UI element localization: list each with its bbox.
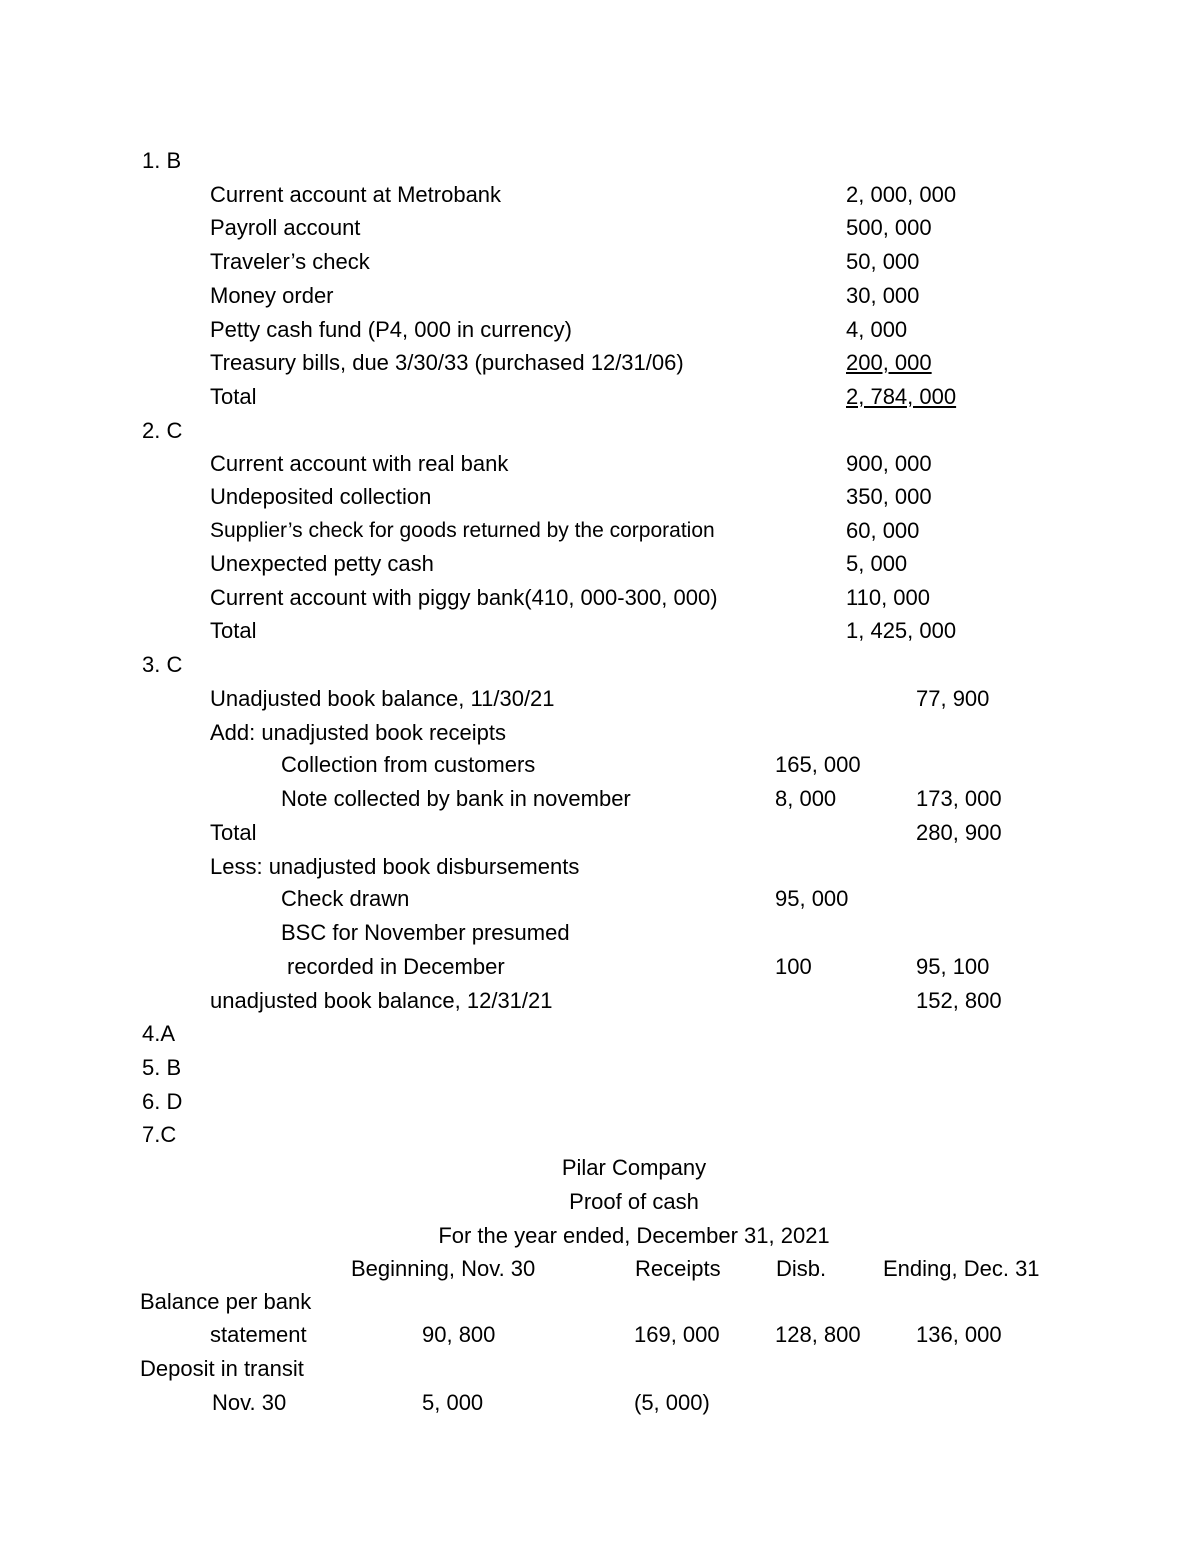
row-amount: 500, 000 — [846, 215, 932, 240]
total-label: Total — [210, 384, 257, 409]
q1-header — [0, 144, 1200, 178]
row-desc: Treasury bills, due 3/30/33 (purchased 12/31/06) — [210, 350, 684, 375]
row-amount: 77, 900 — [916, 686, 990, 711]
col-header-disb: Disb. — [776, 1256, 827, 1281]
cell-receipts: (5, 000) — [634, 1390, 710, 1415]
row-amount: 110, 000 — [846, 585, 931, 610]
row-desc: Unadjusted book balance, 11/30/21 — [210, 686, 555, 711]
cell-beginning: 90, 800 — [422, 1322, 496, 1347]
q3-row — [0, 682, 1200, 716]
answer-line — [0, 1085, 1200, 1119]
row-amount: 200, 000 — [846, 350, 932, 375]
proof-company-line — [0, 1151, 1200, 1185]
answer-line — [0, 1051, 1200, 1085]
q3-row — [0, 882, 1200, 916]
q2-row — [0, 480, 1200, 514]
row-subamount: 165, 000 — [775, 752, 861, 777]
row-amount: 4, 000 — [846, 317, 908, 342]
row-amount: 350, 000 — [846, 484, 932, 509]
proof-company: Pilar Company — [561, 1155, 707, 1180]
q1-row — [0, 279, 1200, 313]
row-desc: recorded in December — [287, 954, 505, 979]
row-amount: 2, 000, 000 — [846, 182, 957, 207]
cell-disb: 128, 800 — [775, 1322, 861, 1347]
total-amount: 2, 784, 000 — [846, 384, 957, 409]
row-desc: Petty cash fund (P4, 000 in currency) — [210, 317, 572, 342]
row-amount: 30, 000 — [846, 283, 920, 308]
q3-row — [0, 816, 1200, 850]
row-desc: Money order — [210, 283, 334, 308]
q1-label: 1. B — [142, 148, 182, 173]
q1-row — [0, 211, 1200, 245]
row-desc: Add: unadjusted book receipts — [210, 720, 506, 745]
total-amount: 1, 425, 000 — [846, 618, 957, 643]
row-desc: BSC for November presumed — [281, 920, 570, 945]
row-desc: statement — [210, 1322, 307, 1347]
q2-row — [0, 447, 1200, 481]
q3-row — [0, 782, 1200, 816]
row-desc: Collection from customers — [281, 752, 536, 777]
row-desc: Unexpected petty cash — [210, 551, 434, 576]
q1-row — [0, 313, 1200, 347]
proof-period-line — [0, 1219, 1200, 1253]
row-desc: Deposit in transit — [140, 1356, 304, 1381]
total-label: Total — [210, 820, 257, 845]
q1-row — [0, 178, 1200, 212]
row-amount: 900, 000 — [846, 451, 932, 476]
row-amount: 50, 000 — [846, 249, 920, 274]
q2-row — [0, 581, 1200, 615]
proof-row — [0, 1318, 1200, 1352]
col-header-receipts: Receipts — [635, 1256, 721, 1281]
answer-line — [0, 1017, 1200, 1051]
q3-row — [0, 748, 1200, 782]
col-header-ending: Ending, Dec. 31 — [883, 1256, 1040, 1281]
answer-q5: 5. B — [142, 1055, 182, 1080]
row-desc: unadjusted book balance, 12/31/21 — [210, 988, 553, 1013]
answer-q6: 6. D — [142, 1089, 183, 1114]
proof-title-line — [0, 1185, 1200, 1219]
q3-label: 3. C — [142, 652, 183, 677]
total-amount: 280, 900 — [916, 820, 1002, 845]
proof-row — [0, 1386, 1200, 1420]
q1-total-row — [0, 380, 1200, 414]
answer-q7: 7.C — [142, 1122, 177, 1147]
cell-ending: 136, 000 — [916, 1322, 1002, 1347]
row-desc: Current account with piggy bank(410, 000-300, 000) — [210, 585, 718, 610]
total-label: Total — [210, 618, 257, 643]
row-desc: Balance per bank — [140, 1289, 312, 1314]
row-desc: Traveler’s check — [210, 249, 370, 274]
row-desc: Note collected by bank in november — [281, 786, 631, 811]
row-subamount: 100 — [775, 954, 812, 979]
q2-total-row — [0, 614, 1200, 648]
proof-period: For the year ended, December 31, 2021 — [438, 1223, 830, 1248]
row-desc: Supplier’s check for goods returned by the corporation — [210, 519, 715, 542]
row-subamount: 95, 000 — [775, 886, 849, 911]
row-amount: 60, 000 — [846, 518, 920, 543]
q2-row — [0, 514, 1200, 548]
q3-header — [0, 648, 1200, 682]
q3-row — [0, 716, 1200, 750]
q3-row — [0, 950, 1200, 984]
q1-row — [0, 245, 1200, 279]
row-desc: Less: unadjusted book disbursements — [210, 854, 580, 879]
row-subamount: 8, 000 — [775, 786, 837, 811]
row-amount: 173, 000 — [916, 786, 1002, 811]
q1-row — [0, 346, 1200, 380]
row-desc: Current account with real bank — [210, 451, 509, 476]
cell-beginning: 5, 000 — [422, 1390, 484, 1415]
q2-label: 2. C — [142, 418, 183, 443]
row-desc: Check drawn — [281, 886, 410, 911]
q3-row — [0, 850, 1200, 884]
row-amount: 95, 100 — [916, 954, 990, 979]
row-amount: 5, 000 — [846, 551, 908, 576]
cell-receipts: 169, 000 — [634, 1322, 720, 1347]
q3-row — [0, 916, 1200, 950]
row-desc: Payroll account — [210, 215, 361, 240]
answer-q4: 4.A — [142, 1021, 176, 1046]
row-amount: 152, 800 — [916, 988, 1002, 1013]
q3-row — [0, 984, 1200, 1018]
proof-row-label — [0, 1285, 1200, 1319]
q2-header — [0, 414, 1200, 448]
proof-title: Proof of cash — [569, 1189, 699, 1214]
q2-row — [0, 547, 1200, 581]
row-desc: Undeposited collection — [210, 484, 432, 509]
row-desc: Nov. 30 — [212, 1390, 287, 1415]
row-desc: Current account at Metrobank — [210, 182, 502, 207]
answer-line — [0, 1118, 1200, 1152]
proof-row-label — [0, 1352, 1200, 1386]
col-header-beginning: Beginning, Nov. 30 — [351, 1256, 536, 1281]
proof-header-row — [0, 1252, 1200, 1286]
